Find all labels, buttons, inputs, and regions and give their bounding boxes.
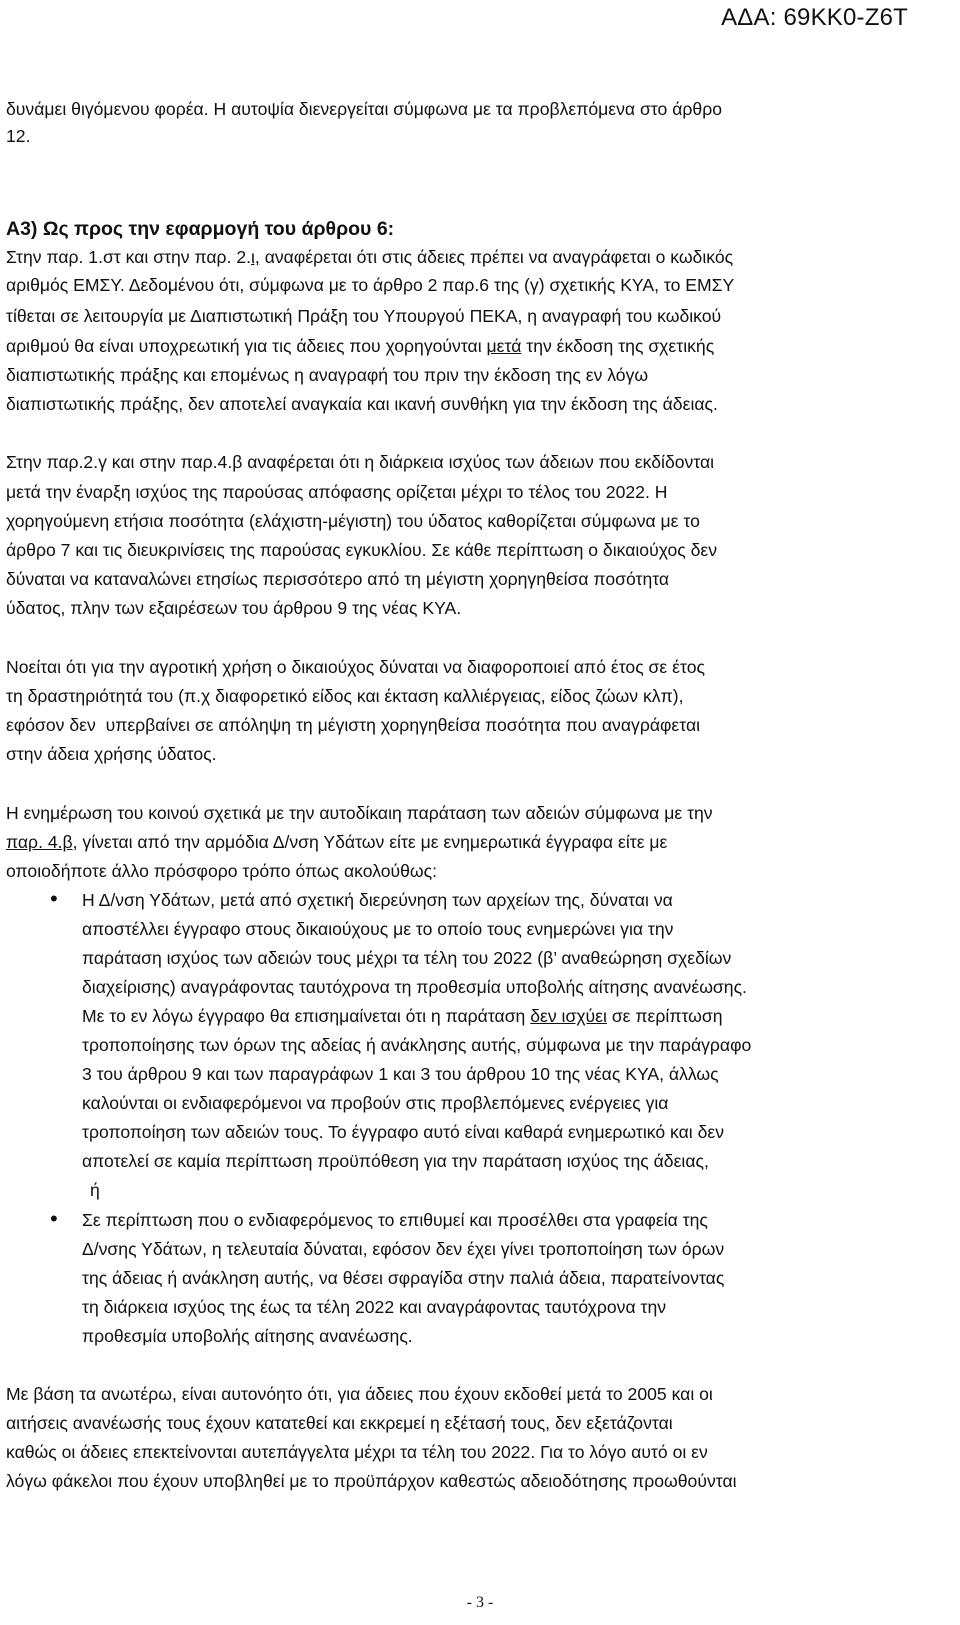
bullet-line: Η Δ/νση Υδάτων, μετά από σχετική διερεύνηση των αρχείων της, δύναται να xyxy=(82,890,673,910)
text-line: Στην παρ. 1.στ και στην παρ. 2.ι, αναφέρεται ότι στις άδειες πρέπει να αναγράφεται ο κωδικός xyxy=(6,247,734,267)
bullet-line: αποστέλλει έγγραφο στους δικαιούχους με το οποίο τους ενημερώνει για την xyxy=(82,919,674,939)
text-line: 12. xyxy=(6,126,31,146)
text-line: Στην παρ.2.γ και στην παρ.4.β αναφέρεται ότι η διάρκεια ισχύος των άδειων που εκδίδονται xyxy=(6,452,715,472)
bullet-line: της άδειας ή ανάκληση αυτής, να θέσει σφραγίδα στην παλιά άδεια, παρατείνοντας xyxy=(82,1268,725,1288)
text-line: καθώς οι άδειες επεκτείνονται αυτεπάγγελτα μέχρι τα τέλη του 2022. Για το λόγο αυτό οι εν xyxy=(6,1442,708,1462)
text-line: αριθμός ΕΜΣΥ. Δεδομένου ότι, σύμφωνα με το άρθρο 2 παρ.6 της (γ) σχετικής ΚΥΑ, το ΕΜΣΥ xyxy=(6,275,735,295)
bullet-line: προθεσμία υποβολής αίτησης ανανέωσης. xyxy=(82,1326,413,1346)
bullet-line: τροποποίησης των όρων της αδείας ή ανάκλησης αυτής, σύμφωνα με την παράγραφο xyxy=(82,1035,752,1055)
text-line: μετά την έναρξη ισχύος της παρούσας απόφασης ορίζεται μέχρι το τέλος του 2022. Η xyxy=(6,482,668,502)
section-heading: Α3) Ως προς την εφαρμογή του άρθρου 6: xyxy=(6,218,395,240)
bullet-line: Με το εν λόγω έγγραφο θα επισημαίνεται ότι η παράταση δεν ισχύει σε περίπτωση xyxy=(82,1006,723,1026)
text-line: ύδατος, πλην των εξαιρέσεων του άρθρου 9 της νέας ΚΥΑ. xyxy=(6,598,462,618)
text-line: τη δραστηριότητά του (π.χ διαφορετικό είδος και έκταση καλλιέργειας, είδος ζώων κλπ), xyxy=(6,686,684,706)
bullet-line: Σε περίπτωση που ο ενδιαφερόμενος το επιθυμεί και προσέλθει στα γραφεία της xyxy=(82,1210,708,1230)
bullet-line: τροποποίηση των αδειών τους. Το έγγραφο αυτό είναι καθαρά ενημερωτικό και δεν xyxy=(82,1122,725,1142)
text-line: αριθμού θα είναι υποχρεωτική για τις άδειες που χορηγούνται μετά την έκδοση της σχετικής xyxy=(6,336,715,356)
text-line: λόγω φάκελοι που έχουν υποβληθεί με το προϋπάρχον καθεστώς αδειοδότησης προωθούνται xyxy=(6,1471,737,1491)
text-line: διαπιστωτικής πράξης, δεν αποτελεί αναγκαία και ικανή συνθήκη για την έκδοση της άδειας. xyxy=(6,394,718,414)
bullet-line: 3 του άρθρου 9 και των παραγράφων 1 και 3 του άρθρου 10 της νέας ΚΥΑ, άλλως xyxy=(82,1064,719,1084)
text-line: Νοείται ότι για την αγροτική χρήση ο δικαιούχος δύναται να διαφοροποιεί από έτος σε έτος xyxy=(6,657,705,677)
text-line: δυνάμει θιγόμενου φορέα. Η αυτοψία διενεργείται σύμφωνα με τα προβλεπόμενα στο άρθρο xyxy=(6,99,722,119)
bullet-marker: • xyxy=(50,886,58,911)
text-line: διαπιστωτικής πράξης και επομένως η αναγραφή του πριν την έκδοση της εν λόγω xyxy=(6,365,649,385)
bullet-line: τη διάρκεια ισχύος της έως τα τέλη 2022 και αναγράφοντας ταυτόχρονα την xyxy=(82,1297,667,1317)
page-number: - 3 - xyxy=(466,1594,494,1611)
text-line: οποιοδήποτε άλλο πρόσφορο τρόπο όπως ακολούθως: xyxy=(6,861,438,881)
text-line: δύναται να καταναλώνει ετησίως περισσότερο από τη μέγιστη χορηγηθείσα ποσότητα xyxy=(6,569,670,589)
text-line: Με βάση τα ανωτέρω, είναι αυτονόητο ότι, για άδειες που έχουν εκδοθεί μετά το 2005 και οι xyxy=(6,1384,713,1404)
text-line: εφόσον δεν υπερβαίνει σε απόληψη τη μέγιστη χορηγηθείσα ποσότητα που αναγράφεται xyxy=(6,715,701,735)
text-line: Η ενημέρωση του κοινού σχετικά με την αυτοδίκαιη παράταση των αδειών σύμφωνα με την xyxy=(6,803,713,823)
bullet-line: παράταση ισχύος των αδειών τους μέχρι τα τέλη του 2022 (β’ αναθεώρηση σχεδίων xyxy=(82,948,732,968)
text-line: χορηγούμενη ετήσια ποσότητα (ελάχιστη-μέγιστη) του ύδατος καθορίζεται σύμφωνα με το xyxy=(6,511,700,531)
bullet-line: αποτελεί σε καμία περίπτωση προϋπόθεση για την παράταση ισχύος της άδειας, xyxy=(82,1151,709,1171)
ada-code: ΑΔΑ: 69ΚΚ0-Ζ6Τ xyxy=(721,4,908,31)
text-line: άρθρο 7 και τις διευκρινίσεις της παρούσας εγκυκλίου. Σε κάθε περίπτωση ο δικαιούχος δεν xyxy=(6,540,718,560)
text-line: παρ. 4.β, γίνεται από την αρμόδια Δ/νση Υδάτων είτε με ενημερωτικά έγγραφα είτε με xyxy=(6,832,668,852)
text-line: τίθεται σε λειτουργία με Διαπιστωτική Πράξη του Υπουργού ΠΕΚΑ, η αναγραφή του κωδικού xyxy=(6,306,722,326)
bullet-marker: • xyxy=(50,1206,58,1231)
text-line: στην άδεια χρήσης ύδατος. xyxy=(6,744,217,764)
text-line: αιτήσεις ανανέωσής τους έχουν κατατεθεί και εκκρεμεί η εξέτασή τους, δεν εξετάζονται xyxy=(6,1413,673,1433)
bullet-line: καλούνται οι ενδιαφερόμενοι να προβούν στις προβλεπόμενες ενέργειες για xyxy=(82,1093,669,1113)
bullet-line: διαχείρισης) αναγράφοντας ταυτόχρονα τη προθεσμία υποβολής αίτησης ανανέωσης. xyxy=(82,977,747,997)
or-conjunction: ή xyxy=(90,1180,100,1200)
bullet-line: Δ/νσης Υδάτων, η τελευταία δύναται, εφόσον δεν έχει γίνει τροποποίηση των όρων xyxy=(82,1239,725,1259)
